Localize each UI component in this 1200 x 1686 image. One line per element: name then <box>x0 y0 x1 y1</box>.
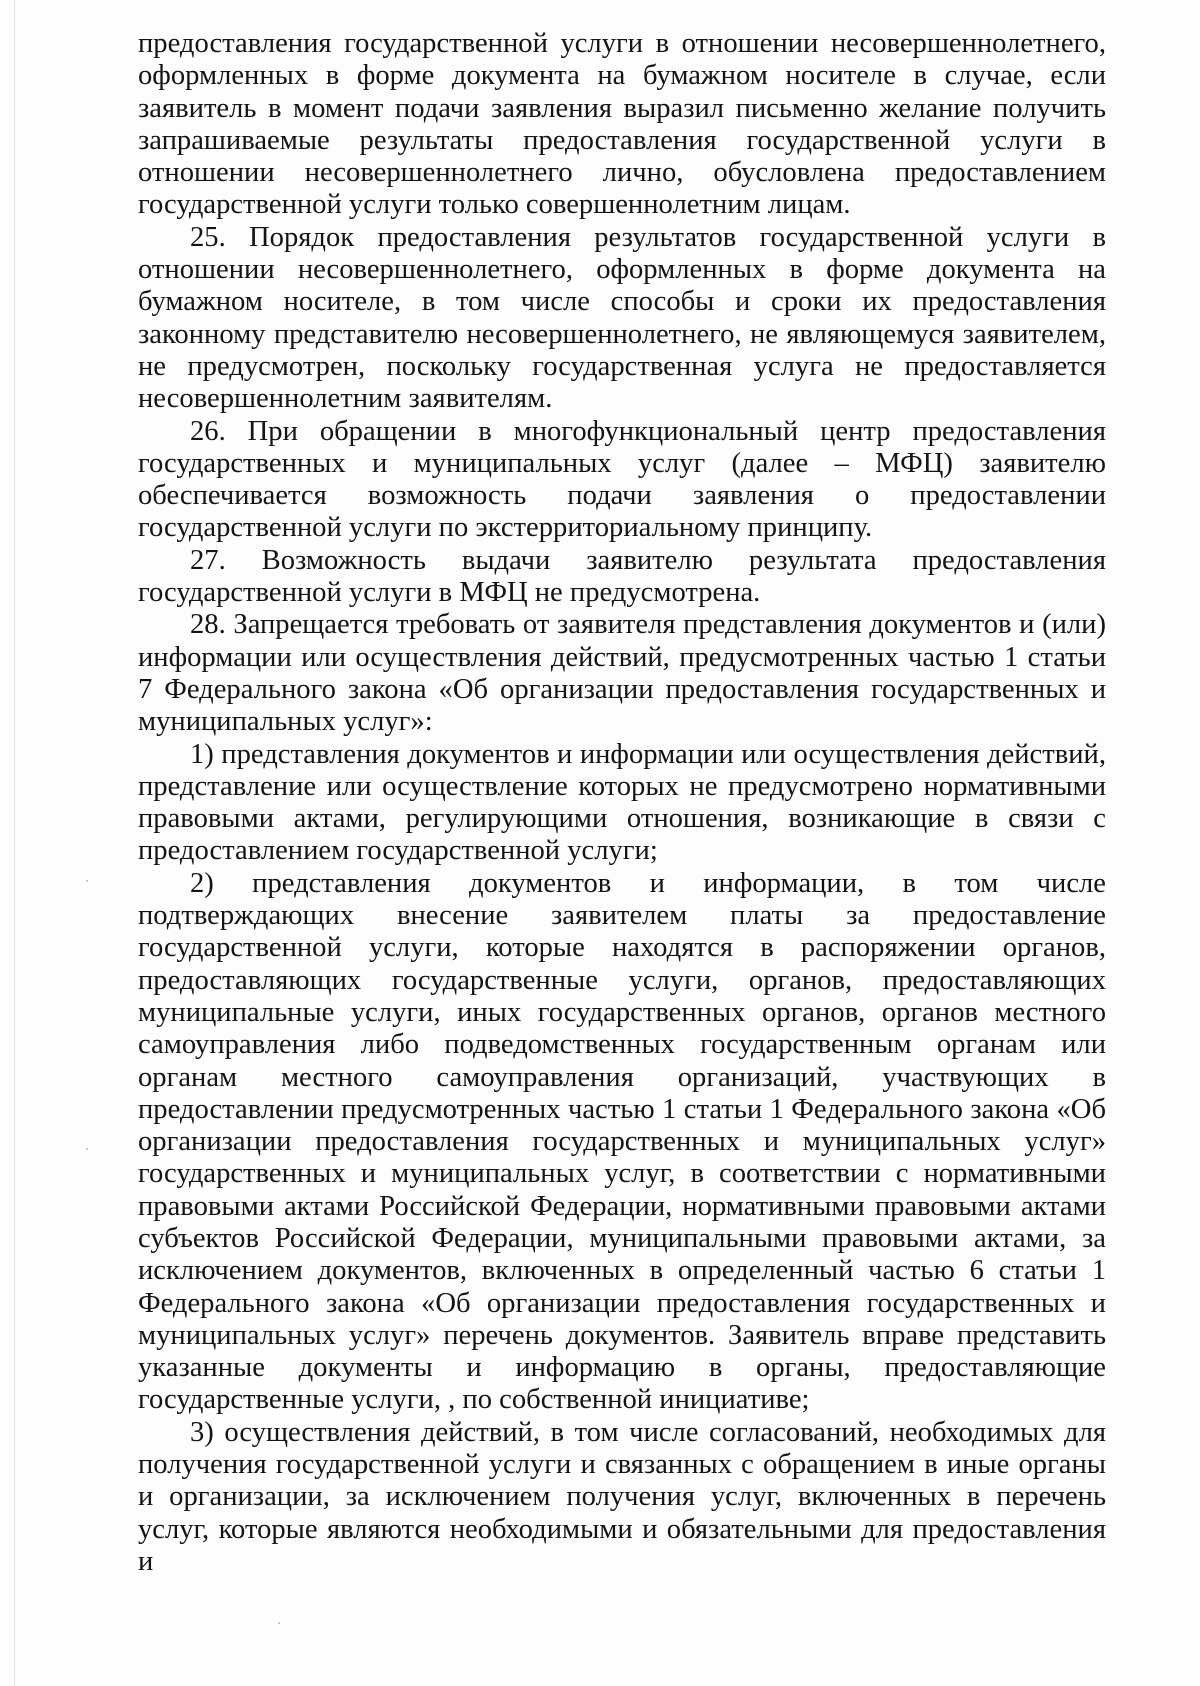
paragraph-26: 26. При обращении в многофункциональный центр предоставления государственных и муниципальных услуг (далее – МФЦ) заявителю обеспечивается возможность подачи заявления о предоставлении государственной услуги по экстерриториальному принципу. <box>138 415 1106 544</box>
paragraph-28: 28. Запрещается требовать от заявителя представления документов и (или) информации или осуществления действий, предусмотренных частью 1 статьи 7 Федерального закона «Об организации предоставления государственных и муниципальных услуг»: <box>138 609 1106 738</box>
paragraph-25: 25. Порядок предоставления результатов государственной услуги в отношении несовершеннолетнего, оформленных в форме документа на бумажном носителе, в том числе способы и сроки их предоставления законному представителю несовершеннолетнего, не являющемуся заявителем, не предусмотрен, поскольку государственная услуга не предоставляется несовершеннолетним заявителям. <box>138 221 1106 415</box>
scan-dot <box>278 1622 280 1624</box>
paragraph-27: 27. Возможность выдачи заявителю результата предоставления государственной услуги в МФЦ не предусмотрена. <box>138 544 1106 609</box>
paragraph-28-item-1: 1) представления документов и информации или осуществления действий, представление или осуществление которых не предусмотрено нормативными правовыми актами, регулирующими отношения, возникающие в связи с предоставлением государственной услуги; <box>138 738 1106 867</box>
paragraph-continuation: предоставления государственной услуги в отношении несовершеннолетнего, оформленных в форме документа на бумажном носителе в случае, если заявитель в момент подачи заявления выразил письменно желание получить запрашиваемые результаты предоставления государственной услуги в отношении несовершеннолетнего лично, обусловлена предоставлением государственной услуги только совершеннолетним лицам. <box>138 28 1106 221</box>
scan-edge-mark <box>14 0 15 1686</box>
scan-dot <box>86 1148 88 1150</box>
paragraph-28-item-2: 2) представления документов и информации, в том числе подтверждающих внесение заявителем платы за предоставление государственной услуги, которые находятся в распоряжении органов, предоставляющих государственные услуги, органов, предоставляющих муниципальные услуги, иных государственных органов, органов местного самоуправления либо подведомственных государственным органам или органам местного самоуправления организаций, участвующих в предоставлении предусмотренных частью 1 статьи 1 Федерального закона «Об организации предоставления государственных и муниципальных услуг» государственных и муниципальных услуг, в соответствии с нормативными правовыми актами Российской Федерации, нормативными правовыми актами субъектов Российской Федерации, муниципальными правовыми актами, за исключением документов, включенных в определенный частью 6 статьи 1 Федерального закона «Об организации предоставления государственных и муниципальных услуг» перечень документов. Заявитель вправе представить указанные документы и информацию в органы, предоставляющие государственные услуги, , по собственной инициативе; <box>138 867 1106 1416</box>
document-body <box>138 28 1106 1578</box>
scan-dot <box>86 880 88 882</box>
paragraph-28-item-3: 3) осуществления действий, в том числе согласований, необходимых для получения государственной услуги и связанных с обращением в иные органы и организации, за исключением получения услуг, включенных в перечень услуг, которые являются необходимыми и обязательными для предоставления и <box>138 1416 1106 1577</box>
